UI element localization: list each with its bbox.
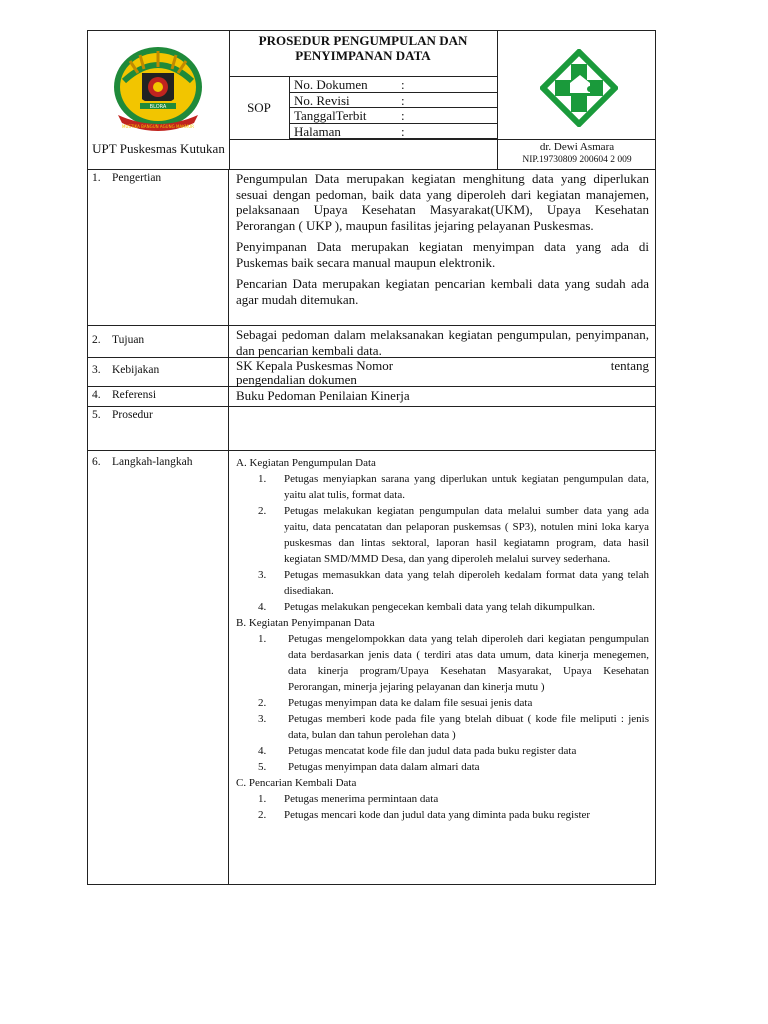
list-item <box>236 791 649 807</box>
meta-label: No. Revisi <box>294 92 350 108</box>
item-number: 1. <box>258 793 267 805</box>
item-number: 4. <box>258 745 267 757</box>
item-number: 2. <box>258 697 267 709</box>
paragraph-pengumpulan: Pengumpulan Data merupakan kegiatan menghitung data yang diperlukan sesuai dengan pedoman, baik data yang diperoleh dari kegiatan manajemen, pelaksanaan Upaya Kesehatan Masyarakat(UKM), Upaya Kesehatan Perorangan ( UKP ), maupun fasilitas jejaring pelayanan Puskesmas. <box>236 171 649 233</box>
item-number: 3. <box>258 713 267 725</box>
list-item <box>236 759 649 775</box>
meta-row-tanggal-terbit <box>289 108 497 124</box>
item-number: 1. <box>258 633 267 645</box>
meta-colon: : <box>401 123 405 139</box>
section-pengertian <box>87 170 656 326</box>
section-label <box>88 407 229 450</box>
section-prosedur <box>87 407 656 451</box>
header-divider <box>229 139 497 140</box>
item-text: Petugas memberi kode pada file yang btelah dibuat ( kode file meliputi : jenis data, bulan dan tahun perolehan data ) <box>288 713 649 741</box>
item-number: 5. <box>258 761 267 773</box>
section-number: 4. <box>92 389 101 401</box>
section-content <box>229 358 655 389</box>
puskesmas-logo-cell <box>497 31 656 169</box>
list-item <box>236 743 649 759</box>
item-number: 2. <box>258 505 267 517</box>
section-title: Kebijakan <box>112 364 160 376</box>
logo-cell <box>88 31 230 169</box>
sop-header <box>87 30 656 170</box>
signature-divider <box>498 139 656 140</box>
item-number: 4. <box>258 601 267 613</box>
section-content: Sebagai pedoman dalam melaksanakan kegiatan pengumpulan, penyimpanan, dan pencarian kembali data. <box>236 327 649 358</box>
section-number: 3. <box>92 364 101 376</box>
item-text: Petugas menyimpan data dalam almari data <box>288 761 480 773</box>
list-item <box>236 503 649 567</box>
item-text: Petugas melakukan pengecekan kembali data yang telah dikumpulkan. <box>284 601 595 613</box>
meta-colon: : <box>401 77 405 92</box>
sop-document <box>87 30 656 885</box>
list-item <box>236 711 649 743</box>
list-item <box>236 695 649 711</box>
section-langkah-langkah <box>87 451 656 885</box>
list-item <box>236 631 649 695</box>
meta-row-no-dokumen <box>289 77 497 93</box>
meta-row-no-revisi <box>289 93 497 109</box>
item-text: Petugas memasukkan data yang telah diperoleh kedalam format data yang telah disediakan. <box>284 569 649 597</box>
item-text: Petugas mengelompokkan data yang telah diperoleh dari kegiatan pengumpulan data berdasarkan jenis data ( terdiri atas data umum, data kinerja menegemen, data kinerja program/Upaya Kesehatan Masyarakat, Upaya Kesehatan Perorangan, minerja jejaring pelayanan dan kinerja mutu ) <box>288 633 649 693</box>
meta-colon: : <box>401 108 405 123</box>
svg-text:BLORA: BLORA <box>149 104 167 110</box>
svg-text:MUSTIKA BANGUN AGUNG MAKMUR: MUSTIKA BANGUN AGUNG MAKMUR <box>122 124 194 129</box>
section-content <box>229 170 655 309</box>
list-item <box>236 471 649 503</box>
item-text: Petugas mencatat kode file dan judul data pada buku register data <box>288 745 577 757</box>
item-text: Petugas menyimpan data ke dalam file sesuai jenis data <box>288 697 533 709</box>
meta-label: No. Dokumen <box>294 77 368 92</box>
paragraph-pencarian: Pencarian Data merupakan kegiatan pencarian kembali data yang sudah ada agar mudah ditemukan. <box>236 276 649 307</box>
section-content: Buku Pedoman Penilaian Kinerja <box>236 388 410 403</box>
item-text: Petugas mencari kode dan judul data yang diminta pada buku register <box>284 809 591 821</box>
item-number: 1. <box>258 473 267 485</box>
section-number: 5. <box>92 409 101 421</box>
section-label <box>88 326 229 357</box>
section-title: Pengertian <box>112 172 162 184</box>
sop-label: SOP <box>229 77 290 139</box>
item-text: Petugas menyiapkan sarana yang diperlukan untuk kegiatan pengumpulan data, yaitu alat tulis, format data. <box>284 473 649 501</box>
item-text: Petugas menerima permintaan data <box>284 793 439 805</box>
list-item <box>236 567 649 599</box>
list-item <box>236 807 649 823</box>
section-title: Langkah-langkah <box>112 456 193 468</box>
section-number: 6. <box>92 456 101 468</box>
section-label <box>88 170 229 325</box>
blora-regency-emblem-icon <box>110 41 206 137</box>
paragraph-penyimpanan: Penyimpanan Data merupakan kegiatan menyimpan data yang ada di Puskemas baik secara manual maupun elektronik. <box>236 239 649 270</box>
section-referensi <box>87 387 656 407</box>
section-number: 2. <box>92 334 101 346</box>
section-tujuan <box>87 326 656 358</box>
item-number: 2. <box>258 809 267 821</box>
section-title: Prosedur <box>112 409 153 421</box>
section-label <box>88 387 229 406</box>
section-title: Referensi <box>112 389 157 401</box>
document-meta-table <box>289 77 497 139</box>
group-title: B. Kegiatan Penyimpanan Data <box>236 617 375 629</box>
section-title: Tujuan <box>112 334 145 346</box>
policy-text: SK Kepala Puskesmas Nomor <box>236 358 394 373</box>
section-number: 1. <box>92 172 101 184</box>
section-label <box>88 358 229 386</box>
list-item <box>236 599 649 615</box>
group-title: C. Pencarian Kembali Data <box>236 777 357 789</box>
section-content <box>229 407 655 410</box>
meta-row-halaman <box>289 124 497 140</box>
signer-name: dr. Dewi Asmara <box>539 141 615 153</box>
section-content <box>229 451 655 825</box>
unit-name: UPT Puskesmas Kutukan <box>92 141 225 156</box>
group-title: A. Kegiatan Pengumpulan Data <box>236 457 376 469</box>
section-kebijakan <box>87 358 656 387</box>
signer-block <box>498 141 656 167</box>
policy-subject: pengendalian dokumen <box>236 372 357 387</box>
document-title: PROSEDUR PENGUMPULAN DAN PENYIMPANAN DATA <box>229 31 497 77</box>
signer-nip: NIP.19730809 200604 2 009 <box>522 155 632 165</box>
puskesmas-logo-icon <box>540 49 618 127</box>
meta-colon: : <box>401 92 405 108</box>
meta-label: TanggalTerbit <box>294 108 367 123</box>
item-text: Petugas melakukan kegiatan pengumpulan data melalui sumber data yang ada yaitu, data pencatatan dan pelaporan puskemsas ( SP3), notulen mini loka karya puskesmas dan lintas sektoral, laporan hasil kegiatamn program, data hasil kegiatan SMD/MMD Desa, dan yang diperoleh melalui survey sederhana. <box>284 505 649 565</box>
item-number: 3. <box>258 569 267 581</box>
section-label <box>88 451 229 884</box>
meta-label: Halaman <box>294 123 341 139</box>
policy-text-tentang: tentang <box>610 358 649 373</box>
